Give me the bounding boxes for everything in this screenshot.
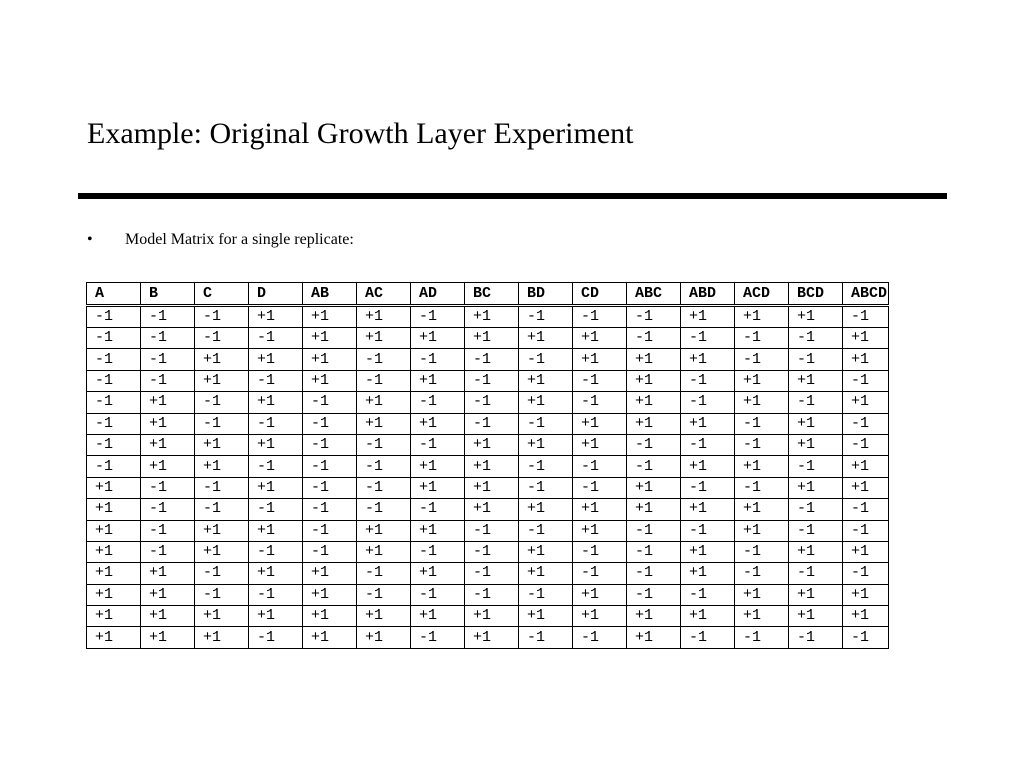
table-cell: -1: [357, 456, 411, 477]
table-row: [87, 370, 889, 391]
table-cell: -1: [843, 563, 889, 584]
table-cell: -1: [519, 306, 573, 328]
table-cell: -1: [789, 520, 843, 541]
table-cell: +1: [249, 520, 303, 541]
table-cell: -1: [249, 499, 303, 520]
table-cell: +1: [573, 584, 627, 605]
table-cell: -1: [843, 370, 889, 391]
table-cell: +1: [627, 627, 681, 648]
table-cell: +1: [303, 563, 357, 584]
table-cell: +1: [141, 627, 195, 648]
table-cell: -1: [141, 520, 195, 541]
table-cell: -1: [249, 541, 303, 562]
table-cell: -1: [87, 328, 141, 349]
table-row: [87, 541, 889, 562]
table-cell: -1: [357, 477, 411, 498]
table-row: [87, 627, 889, 648]
table-cell: -1: [789, 627, 843, 648]
table-cell: +1: [87, 584, 141, 605]
table-cell: -1: [735, 477, 789, 498]
table-cell: -1: [411, 392, 465, 413]
table-cell: +1: [789, 434, 843, 455]
table-cell: +1: [411, 456, 465, 477]
table-cell: -1: [519, 456, 573, 477]
table-cell: +1: [357, 606, 411, 627]
table-row: [87, 328, 889, 349]
table-cell: -1: [573, 456, 627, 477]
column-header: AB: [303, 283, 357, 306]
column-header: B: [141, 283, 195, 306]
table-cell: +1: [303, 627, 357, 648]
table-cell: -1: [411, 541, 465, 562]
table-cell: -1: [357, 499, 411, 520]
table-cell: +1: [519, 541, 573, 562]
table-cell: +1: [303, 370, 357, 391]
table-cell: +1: [735, 456, 789, 477]
table-cell: -1: [303, 541, 357, 562]
table-cell: -1: [195, 306, 249, 328]
table-cell: +1: [195, 627, 249, 648]
table-cell: -1: [573, 306, 627, 328]
column-header: A: [87, 283, 141, 306]
table-cell: -1: [843, 627, 889, 648]
table-cell: -1: [249, 413, 303, 434]
table-cell: +1: [789, 306, 843, 328]
table-cell: -1: [519, 627, 573, 648]
table-row: [87, 477, 889, 498]
table-row: [87, 584, 889, 605]
table-cell: +1: [735, 370, 789, 391]
table-cell: -1: [465, 392, 519, 413]
column-header: AD: [411, 283, 465, 306]
table-cell: +1: [195, 541, 249, 562]
table-cell: +1: [843, 392, 889, 413]
table-cell: -1: [411, 306, 465, 328]
table-cell: -1: [843, 434, 889, 455]
table-cell: +1: [249, 606, 303, 627]
table-cell: -1: [789, 563, 843, 584]
table-cell: -1: [195, 563, 249, 584]
table-cell: +1: [843, 541, 889, 562]
table-cell: -1: [249, 584, 303, 605]
table-cell: +1: [681, 349, 735, 370]
table-cell: +1: [465, 456, 519, 477]
table-cell: -1: [141, 306, 195, 328]
table-cell: +1: [789, 413, 843, 434]
table-cell: +1: [141, 413, 195, 434]
table-cell: +1: [303, 306, 357, 328]
table-cell: -1: [627, 328, 681, 349]
table-cell: -1: [411, 349, 465, 370]
table-cell: +1: [573, 328, 627, 349]
table-cell: -1: [195, 499, 249, 520]
table-cell: +1: [141, 392, 195, 413]
table-cell: -1: [843, 499, 889, 520]
table-cell: +1: [303, 606, 357, 627]
table-row: [87, 413, 889, 434]
table-cell: -1: [735, 541, 789, 562]
table-cell: -1: [303, 520, 357, 541]
table-cell: +1: [681, 413, 735, 434]
table-cell: +1: [681, 541, 735, 562]
table-cell: +1: [627, 413, 681, 434]
table-cell: -1: [681, 627, 735, 648]
table-cell: -1: [303, 392, 357, 413]
table-cell: +1: [735, 499, 789, 520]
table-cell: +1: [303, 349, 357, 370]
table-cell: -1: [465, 584, 519, 605]
table-cell: +1: [573, 413, 627, 434]
table-cell: +1: [195, 456, 249, 477]
table-cell: -1: [735, 563, 789, 584]
table-cell: +1: [357, 392, 411, 413]
table-cell: +1: [195, 370, 249, 391]
table-cell: -1: [789, 328, 843, 349]
table-cell: +1: [357, 627, 411, 648]
table-cell: -1: [789, 349, 843, 370]
column-header: CD: [573, 283, 627, 306]
table-cell: +1: [249, 306, 303, 328]
table-cell: -1: [141, 349, 195, 370]
table-cell: +1: [681, 499, 735, 520]
table-header-row: [87, 283, 889, 306]
table-cell: -1: [627, 520, 681, 541]
table-cell: +1: [303, 328, 357, 349]
table-cell: -1: [843, 413, 889, 434]
table-cell: +1: [627, 349, 681, 370]
table-cell: -1: [735, 349, 789, 370]
table-cell: +1: [843, 328, 889, 349]
table-cell: -1: [681, 520, 735, 541]
table-cell: +1: [789, 370, 843, 391]
table-cell: +1: [465, 627, 519, 648]
table-cell: +1: [627, 477, 681, 498]
table-cell: -1: [249, 328, 303, 349]
table-cell: +1: [141, 563, 195, 584]
table-cell: +1: [681, 306, 735, 328]
table-cell: -1: [87, 392, 141, 413]
table-cell: +1: [249, 477, 303, 498]
table-cell: +1: [519, 370, 573, 391]
table-cell: -1: [87, 413, 141, 434]
table-cell: -1: [303, 413, 357, 434]
column-header: BC: [465, 283, 519, 306]
table-cell: -1: [465, 349, 519, 370]
table-cell: +1: [843, 584, 889, 605]
column-header: ABD: [681, 283, 735, 306]
table-cell: -1: [357, 370, 411, 391]
table-row: [87, 456, 889, 477]
column-header: BD: [519, 283, 573, 306]
model-matrix-table: [86, 282, 889, 649]
table-cell: -1: [681, 392, 735, 413]
table-cell: +1: [87, 477, 141, 498]
table-cell: -1: [249, 627, 303, 648]
table-cell: +1: [843, 456, 889, 477]
table-cell: -1: [195, 413, 249, 434]
table-cell: -1: [573, 563, 627, 584]
column-header: ABC: [627, 283, 681, 306]
table-cell: +1: [411, 370, 465, 391]
table-cell: +1: [195, 434, 249, 455]
table-cell: +1: [627, 370, 681, 391]
table-cell: +1: [195, 606, 249, 627]
table-cell: +1: [465, 306, 519, 328]
table-row: [87, 392, 889, 413]
table-cell: -1: [303, 477, 357, 498]
table-cell: -1: [573, 477, 627, 498]
table-cell: -1: [681, 370, 735, 391]
table-cell: -1: [735, 413, 789, 434]
table-cell: -1: [789, 392, 843, 413]
table-cell: -1: [195, 477, 249, 498]
table-row: [87, 520, 889, 541]
table-cell: +1: [573, 606, 627, 627]
table-cell: -1: [573, 392, 627, 413]
table-cell: +1: [681, 606, 735, 627]
table-cell: -1: [87, 370, 141, 391]
column-header: AC: [357, 283, 411, 306]
table-cell: +1: [411, 563, 465, 584]
table-cell: -1: [465, 563, 519, 584]
table-cell: +1: [141, 434, 195, 455]
column-header: BCD: [789, 283, 843, 306]
table-cell: -1: [357, 563, 411, 584]
table-cell: -1: [141, 370, 195, 391]
table-cell: -1: [303, 434, 357, 455]
table-cell: -1: [87, 456, 141, 477]
table-cell: +1: [573, 434, 627, 455]
table-cell: +1: [87, 541, 141, 562]
table-cell: -1: [411, 584, 465, 605]
table-row: [87, 606, 889, 627]
table-cell: +1: [519, 392, 573, 413]
table-cell: +1: [843, 349, 889, 370]
table-cell: +1: [249, 349, 303, 370]
table-cell: +1: [411, 477, 465, 498]
table-cell: +1: [573, 499, 627, 520]
table-cell: +1: [249, 434, 303, 455]
table-cell: -1: [249, 456, 303, 477]
column-header: ABCD: [843, 283, 889, 306]
table-cell: -1: [573, 370, 627, 391]
table-cell: -1: [519, 413, 573, 434]
table-cell: -1: [519, 477, 573, 498]
table-cell: -1: [627, 541, 681, 562]
table-cell: +1: [411, 413, 465, 434]
table-cell: -1: [303, 499, 357, 520]
table-cell: -1: [411, 627, 465, 648]
table-cell: -1: [627, 434, 681, 455]
table-cell: +1: [465, 328, 519, 349]
table-body: [87, 306, 889, 649]
table-cell: -1: [735, 627, 789, 648]
bullet-icon: •: [87, 231, 93, 248]
table-cell: +1: [195, 520, 249, 541]
table-cell: -1: [735, 434, 789, 455]
table-cell: +1: [195, 349, 249, 370]
table-cell: +1: [87, 606, 141, 627]
table-cell: -1: [843, 306, 889, 328]
table-cell: -1: [573, 541, 627, 562]
table-cell: +1: [519, 499, 573, 520]
table-cell: +1: [519, 606, 573, 627]
table-cell: -1: [465, 370, 519, 391]
table-cell: +1: [843, 606, 889, 627]
table-cell: -1: [627, 584, 681, 605]
table-cell: +1: [573, 349, 627, 370]
table-cell: +1: [303, 584, 357, 605]
table-cell: +1: [735, 392, 789, 413]
table-cell: -1: [519, 584, 573, 605]
table-cell: -1: [195, 584, 249, 605]
table-cell: -1: [681, 328, 735, 349]
table-cell: -1: [141, 499, 195, 520]
table-row: [87, 499, 889, 520]
table-cell: -1: [735, 328, 789, 349]
table-cell: -1: [681, 477, 735, 498]
column-header: C: [195, 283, 249, 306]
table-cell: +1: [249, 392, 303, 413]
table-cell: +1: [681, 456, 735, 477]
table-cell: -1: [627, 306, 681, 328]
table-cell: +1: [519, 328, 573, 349]
table-cell: +1: [411, 606, 465, 627]
table-cell: -1: [627, 563, 681, 584]
table-cell: +1: [735, 306, 789, 328]
table-row: [87, 349, 889, 370]
table-cell: +1: [357, 541, 411, 562]
table-row: [87, 434, 889, 455]
table-cell: +1: [789, 541, 843, 562]
table-cell: -1: [141, 477, 195, 498]
table-cell: +1: [87, 563, 141, 584]
table-cell: +1: [141, 584, 195, 605]
table-row: [87, 306, 889, 328]
table-cell: -1: [87, 306, 141, 328]
table-cell: +1: [411, 520, 465, 541]
table-cell: +1: [735, 520, 789, 541]
table-cell: -1: [627, 456, 681, 477]
table-cell: +1: [681, 563, 735, 584]
table-cell: -1: [843, 520, 889, 541]
table-cell: -1: [681, 434, 735, 455]
table-cell: +1: [627, 392, 681, 413]
table-cell: -1: [465, 520, 519, 541]
table-cell: +1: [573, 520, 627, 541]
table-cell: -1: [87, 434, 141, 455]
table-row: [87, 563, 889, 584]
table-cell: +1: [357, 413, 411, 434]
table-cell: +1: [357, 328, 411, 349]
table-cell: -1: [411, 434, 465, 455]
table-cell: +1: [789, 477, 843, 498]
table-cell: -1: [519, 520, 573, 541]
table-cell: -1: [141, 541, 195, 562]
slide-title: Example: Original Growth Layer Experiment: [87, 117, 634, 150]
table-cell: +1: [789, 606, 843, 627]
table-cell: +1: [627, 606, 681, 627]
table-cell: +1: [411, 328, 465, 349]
table-cell: +1: [357, 306, 411, 328]
table-cell: -1: [357, 434, 411, 455]
table-cell: -1: [195, 392, 249, 413]
table-cell: +1: [735, 584, 789, 605]
table-cell: +1: [357, 520, 411, 541]
table-cell: +1: [519, 563, 573, 584]
title-divider: [78, 193, 947, 199]
table-cell: +1: [465, 477, 519, 498]
table-cell: -1: [357, 584, 411, 605]
table-cell: +1: [249, 563, 303, 584]
table-cell: +1: [843, 477, 889, 498]
column-header: D: [249, 283, 303, 306]
bullet-item: [87, 229, 354, 251]
table-cell: -1: [141, 328, 195, 349]
table-cell: -1: [789, 499, 843, 520]
table-cell: -1: [303, 456, 357, 477]
table-cell: -1: [789, 456, 843, 477]
bullet-text: Model Matrix for a single replicate:: [125, 231, 354, 248]
table-cell: -1: [519, 349, 573, 370]
table-cell: -1: [681, 584, 735, 605]
table-cell: -1: [465, 541, 519, 562]
table-cell: -1: [195, 328, 249, 349]
table-cell: +1: [87, 520, 141, 541]
table-cell: +1: [519, 434, 573, 455]
table-cell: -1: [465, 413, 519, 434]
table-cell: +1: [141, 456, 195, 477]
table-cell: +1: [87, 627, 141, 648]
table-cell: -1: [357, 349, 411, 370]
table-cell: -1: [249, 370, 303, 391]
table-cell: +1: [465, 434, 519, 455]
table-cell: -1: [411, 499, 465, 520]
table-cell: +1: [627, 499, 681, 520]
table-cell: -1: [573, 627, 627, 648]
table-cell: +1: [141, 606, 195, 627]
table-cell: +1: [465, 499, 519, 520]
table-cell: +1: [735, 606, 789, 627]
column-header: ACD: [735, 283, 789, 306]
table-cell: +1: [465, 606, 519, 627]
table-cell: -1: [87, 349, 141, 370]
table-cell: +1: [789, 584, 843, 605]
table-cell: +1: [87, 499, 141, 520]
